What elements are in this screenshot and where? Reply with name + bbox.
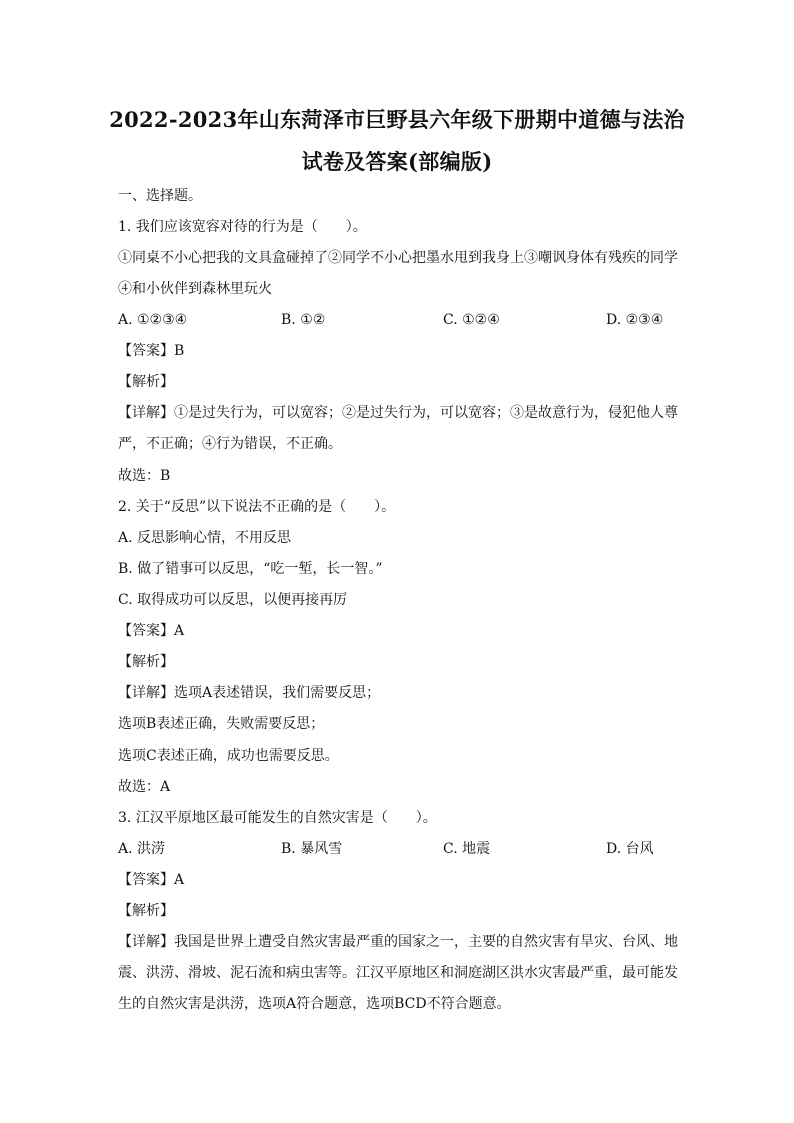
q2-detail-line3: 选项C表述正确，成功也需要反思。 [118,748,339,764]
q2-detail-line1: 【详解】选项A表述错误，我们需要反思； [118,685,381,701]
q1-stem: 1. 我们应该宽容对待的行为是（ ）。 [118,219,367,235]
q1-detail-line2: 严，不正确；④行为错误，不正确。 [118,436,342,452]
q2-option-c: C. 取得成功可以反思，以便再接再厉 [118,592,348,608]
q2-choice: 故选：A [118,779,171,795]
q2-analysis: 【解析】 [118,654,174,670]
section-heading: 一、选择题。 [118,188,202,204]
doc-title-line1: 2022-2023年山东菏泽市巨野县六年级下册期中道德与法治 [109,107,685,132]
q2-stem: 2. 关于“反思”以下说法不正确的是（ ）。 [118,499,396,515]
q1-desc-line2: ④和小伙伴到森林里玩火 [118,281,272,297]
q1-option-d: D. ②③④ [606,312,664,328]
q3-detail-line2: 震、洪涝、滑坡、泥石流和病虫害等。江汉平原地区和洞庭湖区洪水灾害最严重，最可能发 [118,965,678,981]
doc-title-line2: 试卷及答案(部编版) [301,149,493,174]
q3-option-a: A. 洪涝 [118,841,166,857]
q1-option-a: A. ①②③④ [118,312,188,328]
q2-detail-line2: 选项B表述正确，失败需要反思； [118,716,325,732]
q1-detail-line1: 【详解】①是过失行为，可以宽容；②是过失行为，可以宽容；③是故意行为，侵犯他人尊 [118,405,678,421]
q3-option-b: B. 暴风雪 [281,841,343,857]
q3-option-d: D. 台风 [606,841,654,857]
q1-desc-line1: ①同桌不小心把我的文具盒碰掉了②同学不小心把墨水甩到我身上③嘲讽身体有残疾的同学 [118,250,678,266]
q1-answer: 【答案】B [118,343,185,359]
q3-answer: 【答案】A [118,872,185,888]
q3-stem: 3. 江汉平原地区最可能发生的自然灾害是（ ）。 [118,810,437,826]
q2-option-b: B. 做了错事可以反思，“吃一堑，长一智。” [118,561,383,577]
q1-choice: 故选：B [118,468,171,484]
q3-analysis: 【解析】 [118,903,174,919]
q2-option-a: A. 反思影响心情，不用反思 [118,530,292,546]
q3-detail-line3: 生的自然灾害是洪涝，选项A符合题意，选项BCD不符合题意。 [118,996,511,1012]
q1-analysis: 【解析】 [118,374,174,390]
q1-option-b: B. ①② [281,312,326,328]
q1-option-c: C. ①②④ [443,312,500,328]
q3-option-c: C. 地震 [443,841,491,857]
q2-answer: 【答案】A [118,623,185,639]
q3-detail-line1: 【详解】我国是世界上遭受自然灾害最严重的国家之一，主要的自然灾害有旱灾、台风、地 [118,934,678,950]
